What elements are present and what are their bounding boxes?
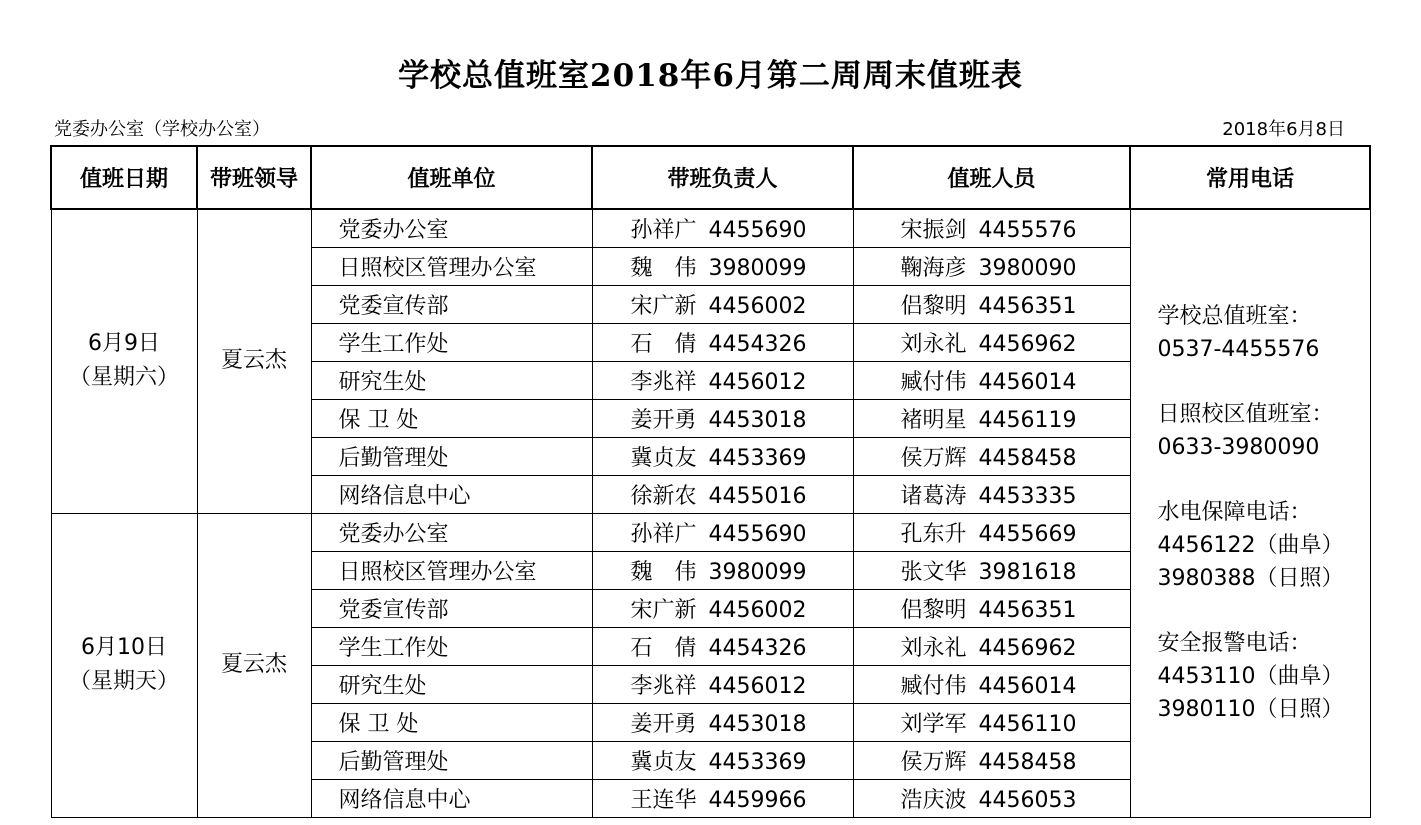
responsible-person-cell xyxy=(592,779,853,817)
duty-staff-cell xyxy=(853,437,1130,475)
responsible-person-cell xyxy=(592,513,853,551)
staff-phone: 4458458 xyxy=(978,445,1077,471)
responsible-phone: 4453018 xyxy=(708,711,807,737)
responsible-name: 王连华 xyxy=(630,787,697,813)
phone-number: 0537-4455576 xyxy=(1157,337,1320,363)
staff-name: 刘学军 xyxy=(900,711,967,737)
responsible-name: 姜开勇 xyxy=(630,407,697,433)
header-phones: 常用电话 xyxy=(1130,146,1370,209)
duty-staff-cell xyxy=(853,551,1130,589)
phone-block xyxy=(1158,496,1370,595)
staff-phone: 4458458 xyxy=(978,749,1077,775)
responsible-name: 冀贞友 xyxy=(630,445,697,471)
responsible-person-cell xyxy=(592,589,853,627)
responsible-name: 李兆祥 xyxy=(630,369,697,395)
staff-phone: 4456962 xyxy=(978,635,1077,661)
duty-date: 6月10日 xyxy=(81,635,167,660)
responsible-name: 徐新农 xyxy=(630,483,697,509)
responsible-phone: 4455016 xyxy=(708,483,807,509)
responsible-person-cell xyxy=(592,475,853,513)
staff-name: 刘永礼 xyxy=(900,331,967,357)
responsible-phone: 4453369 xyxy=(708,749,807,775)
responsible-name: 魏 伟 xyxy=(630,255,697,281)
phone-block xyxy=(1158,300,1370,366)
header-leader: 带班领导 xyxy=(197,146,311,209)
staff-phone: 3980090 xyxy=(978,255,1077,281)
duty-unit: 保 卫 处 xyxy=(311,703,592,741)
staff-name: 臧付伟 xyxy=(900,369,967,395)
header-date: 值班日期 xyxy=(51,146,197,209)
staff-phone: 4456110 xyxy=(978,711,1077,737)
responsible-phone: 4453369 xyxy=(708,445,807,471)
phone-block xyxy=(1158,398,1370,464)
phone-number: 4456122（曲阜） xyxy=(1157,533,1344,559)
duty-unit: 学生工作处 xyxy=(311,627,592,665)
phone-block xyxy=(1158,627,1370,726)
staff-name: 臧付伟 xyxy=(900,673,967,699)
duty-unit: 党委办公室 xyxy=(311,513,592,551)
staff-phone: 4456053 xyxy=(978,787,1077,813)
duty-weekday: （星期天） xyxy=(68,669,179,694)
duty-unit: 日照校区管理办公室 xyxy=(311,551,592,589)
duty-staff-cell xyxy=(853,741,1130,779)
staff-phone: 4456962 xyxy=(978,331,1077,357)
responsible-name: 魏 伟 xyxy=(630,559,697,585)
staff-phone: 4456014 xyxy=(978,673,1077,699)
responsible-person-cell xyxy=(592,437,853,475)
responsible-person-cell xyxy=(592,741,853,779)
responsible-name: 孙祥广 xyxy=(630,217,697,243)
staff-name: 宋振剑 xyxy=(900,217,967,243)
staff-name: 诸葛涛 xyxy=(900,483,967,509)
duty-staff-cell xyxy=(853,779,1130,817)
responsible-person-cell xyxy=(592,361,853,399)
issuing-department: 党委办公室（学校办公室） xyxy=(54,119,270,140)
duty-unit: 党委办公室 xyxy=(311,209,592,247)
responsible-phone: 4454326 xyxy=(708,635,807,661)
responsible-phone: 4456002 xyxy=(708,597,807,623)
staff-phone: 4455669 xyxy=(978,521,1077,547)
duty-staff-cell xyxy=(853,285,1130,323)
responsible-phone: 4455690 xyxy=(708,521,807,547)
header-staff: 值班人员 xyxy=(853,146,1130,209)
table-header-row xyxy=(51,146,1370,209)
duty-unit: 保 卫 处 xyxy=(311,399,592,437)
header-unit: 值班单位 xyxy=(311,146,592,209)
staff-phone: 4455576 xyxy=(978,217,1077,243)
duty-staff-cell xyxy=(853,209,1130,247)
staff-phone: 4456351 xyxy=(978,293,1077,319)
responsible-person-cell xyxy=(592,551,853,589)
duty-unit: 日照校区管理办公室 xyxy=(311,247,592,285)
duty-staff-cell xyxy=(853,247,1130,285)
phone-number: 3980388（日照） xyxy=(1157,566,1344,592)
responsible-phone: 3980099 xyxy=(708,255,807,281)
duty-unit: 学生工作处 xyxy=(311,323,592,361)
duty-staff-cell xyxy=(853,361,1130,399)
responsible-name: 石 倩 xyxy=(630,331,697,357)
responsible-phone: 4454326 xyxy=(708,331,807,357)
table-body xyxy=(51,209,1370,817)
duty-staff-cell xyxy=(853,323,1130,361)
duty-leader: 夏云杰 xyxy=(197,209,311,513)
staff-phone: 3981618 xyxy=(978,559,1077,585)
phone-number: 3980110（日照） xyxy=(1157,697,1344,723)
responsible-person-cell xyxy=(592,285,853,323)
staff-phone: 4453335 xyxy=(978,483,1077,509)
responsible-name: 宋广新 xyxy=(630,597,697,623)
responsible-phone: 4455690 xyxy=(708,217,807,243)
staff-name: 侯万辉 xyxy=(900,445,967,471)
duty-unit: 后勤管理处 xyxy=(311,741,592,779)
common-phones-cell xyxy=(1130,209,1370,817)
staff-name: 鞠海彦 xyxy=(900,255,967,281)
duty-staff-cell xyxy=(853,475,1130,513)
responsible-name: 石 倩 xyxy=(630,635,697,661)
staff-phone: 4456119 xyxy=(978,407,1077,433)
staff-name: 刘永礼 xyxy=(900,635,967,661)
duty-unit: 后勤管理处 xyxy=(311,437,592,475)
duty-staff-cell xyxy=(853,589,1130,627)
duty-unit: 党委宣传部 xyxy=(311,285,592,323)
staff-name: 侣黎明 xyxy=(900,597,967,623)
staff-phone: 4456014 xyxy=(978,369,1077,395)
responsible-name: 宋广新 xyxy=(630,293,697,319)
responsible-phone: 4459966 xyxy=(708,787,807,813)
responsible-person-cell xyxy=(592,665,853,703)
duty-roster-table xyxy=(50,145,1371,818)
staff-phone: 4456351 xyxy=(978,597,1077,623)
responsible-person-cell xyxy=(592,209,853,247)
page-title: 学校总值班室2018年6月第二周周末值班表 xyxy=(398,58,1023,94)
responsible-person-cell xyxy=(592,399,853,437)
staff-name: 侣黎明 xyxy=(900,293,967,319)
responsible-phone: 3980099 xyxy=(708,559,807,585)
duty-unit: 研究生处 xyxy=(311,665,592,703)
duty-unit: 研究生处 xyxy=(311,361,592,399)
responsible-person-cell xyxy=(592,703,853,741)
duty-weekday: （星期六） xyxy=(68,365,179,391)
staff-name: 褚明星 xyxy=(900,407,967,433)
duty-date-cell xyxy=(51,513,197,817)
responsible-phone: 4456012 xyxy=(708,673,807,699)
staff-name: 浩庆波 xyxy=(900,787,967,813)
phone-number: 4453110（曲阜） xyxy=(1157,664,1344,690)
phone-label: 安全报警电话： xyxy=(1157,631,1312,657)
duty-date: 6月9日 xyxy=(88,331,160,357)
duty-unit: 网络信息中心 xyxy=(311,779,592,817)
duty-unit: 网络信息中心 xyxy=(311,475,592,513)
responsible-name: 孙祥广 xyxy=(630,521,697,547)
responsible-name: 李兆祥 xyxy=(630,673,697,699)
duty-staff-cell xyxy=(853,513,1130,551)
responsible-person-cell xyxy=(592,247,853,285)
responsible-name: 冀贞友 xyxy=(630,749,697,775)
staff-name: 侯万辉 xyxy=(900,749,967,775)
issue-date: 2018年6月8日 xyxy=(1222,119,1345,140)
duty-date-cell xyxy=(51,209,197,513)
responsible-phone: 4456002 xyxy=(708,293,807,319)
duty-staff-cell xyxy=(853,627,1130,665)
duty-staff-cell xyxy=(853,665,1130,703)
duty-staff-cell xyxy=(853,399,1130,437)
duty-leader: 夏云杰 xyxy=(197,513,311,817)
phone-label: 学校总值班室： xyxy=(1157,304,1312,330)
table-row xyxy=(51,209,1370,247)
responsible-name: 姜开勇 xyxy=(630,711,697,737)
header-responsible: 带班负责人 xyxy=(592,146,853,209)
phone-label: 日照校区值班室： xyxy=(1157,402,1334,428)
staff-name: 孔东升 xyxy=(900,521,967,547)
duty-staff-cell xyxy=(853,703,1130,741)
staff-name: 张文华 xyxy=(900,559,967,585)
responsible-person-cell xyxy=(592,323,853,361)
responsible-phone: 4456012 xyxy=(708,369,807,395)
responsible-person-cell xyxy=(592,627,853,665)
phone-number: 0633-3980090 xyxy=(1157,435,1320,461)
duty-unit: 党委宣传部 xyxy=(311,589,592,627)
responsible-phone: 4453018 xyxy=(708,407,807,433)
phone-label: 水电保障电话： xyxy=(1157,500,1312,526)
